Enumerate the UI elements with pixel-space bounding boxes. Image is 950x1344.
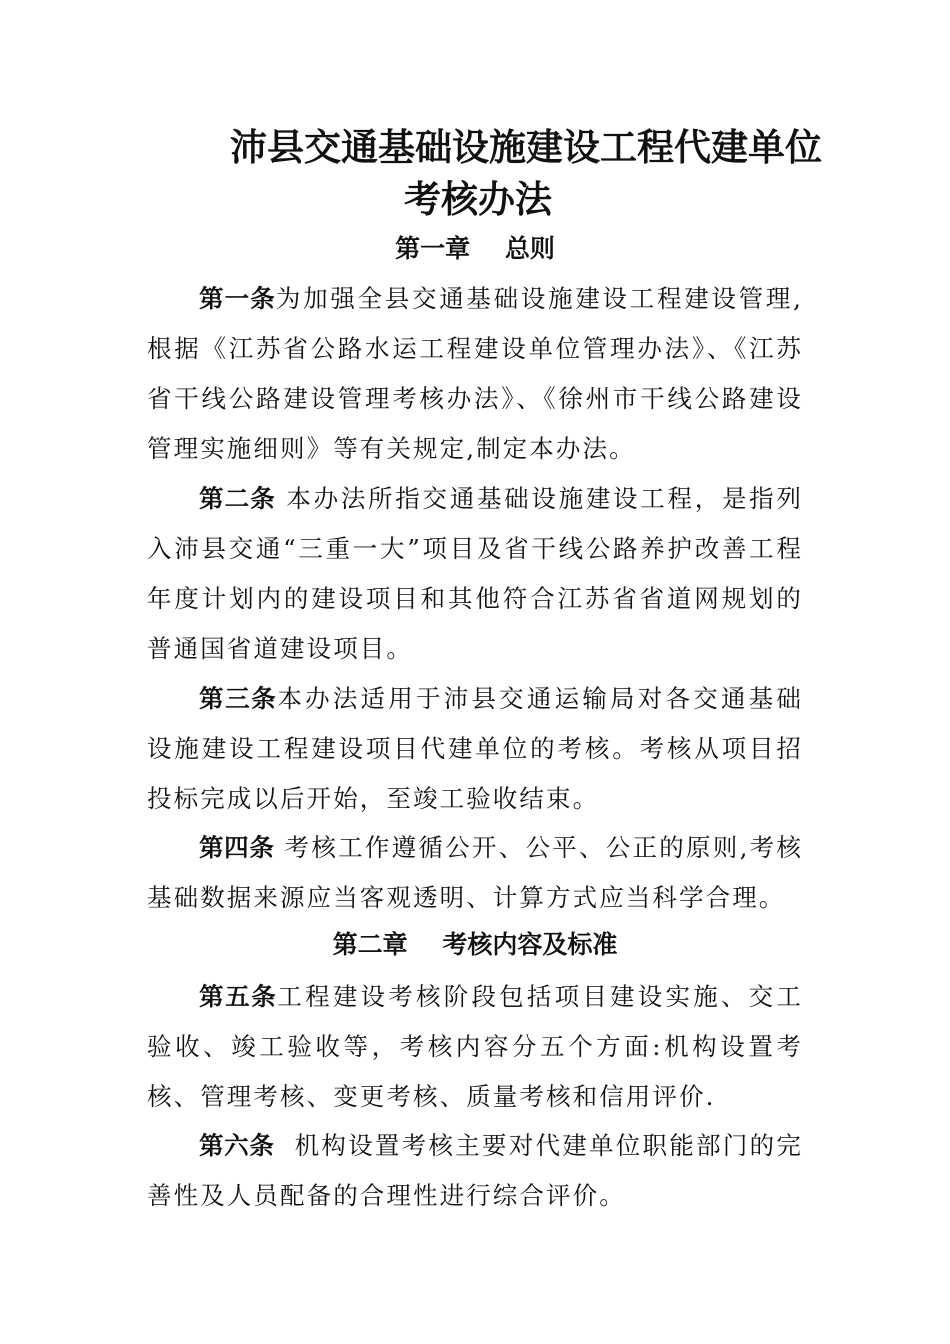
document-title-line-1: 沛县交通基础设施建设工程代建单位: [230, 125, 822, 169]
article-4-label: 第四条: [199, 833, 275, 862]
article-2-text: 本办法所指交通基础设施建设工程，是指列入沛县交通“三重一大”项目及省干线公路养护改善工程年度计划内的建设项目和其他符合江苏省省道网规划的普通国省道建设项目。: [147, 484, 803, 663]
article-3-label: 第三条: [199, 684, 278, 713]
chapter-heading-1: 第一章 总则: [395, 234, 555, 263]
article-1-text: 为加强全县交通基础设施建设工程建设管理,根据《江苏省公路水运工程建设单位管理办法》、《江苏省干线公路建设管理考核办法》、《徐州市干线公路建设管理实施细则》等有关规定,制定本办法。: [147, 284, 803, 463]
article-2-label: 第二条: [199, 484, 276, 513]
article-3-text: 本办法适用于沛县交通运输局对各交通基础设施建设工程建设项目代建单位的考核。考核从项目招投标完成以后开始，至竣工验收结束。: [147, 684, 803, 813]
article-4: [147, 823, 803, 923]
article-4-text: 考核工作遵循公开、公平、公正的原则,考核基础数据来源应当客观透明、计算方式应当科学合理。: [147, 833, 803, 912]
article-5-text: 工程建设考核阶段包括项目建设实施、交工验收、竣工验收等，考核内容分五个方面:机构设置考核、管理考核、变更考核、质量考核和信用评价.: [147, 982, 803, 1111]
article-3: [147, 674, 803, 824]
article-6-text: 机构设置考核主要对代建单位职能部门的完善性及人员配备的合理性进行综合评价。: [147, 1131, 803, 1210]
article-5: [147, 972, 803, 1122]
article-1: [147, 274, 803, 474]
article-1-label: 第一条: [199, 284, 276, 313]
article-6: [147, 1121, 803, 1221]
chapter-heading-2: 第二章 考核内容及标准: [332, 930, 618, 959]
article-2: [147, 474, 803, 674]
article-6-label: 第六条: [199, 1131, 275, 1160]
article-5-label: 第五条: [199, 982, 278, 1011]
document-title-line-2: 考核办法: [404, 177, 552, 221]
